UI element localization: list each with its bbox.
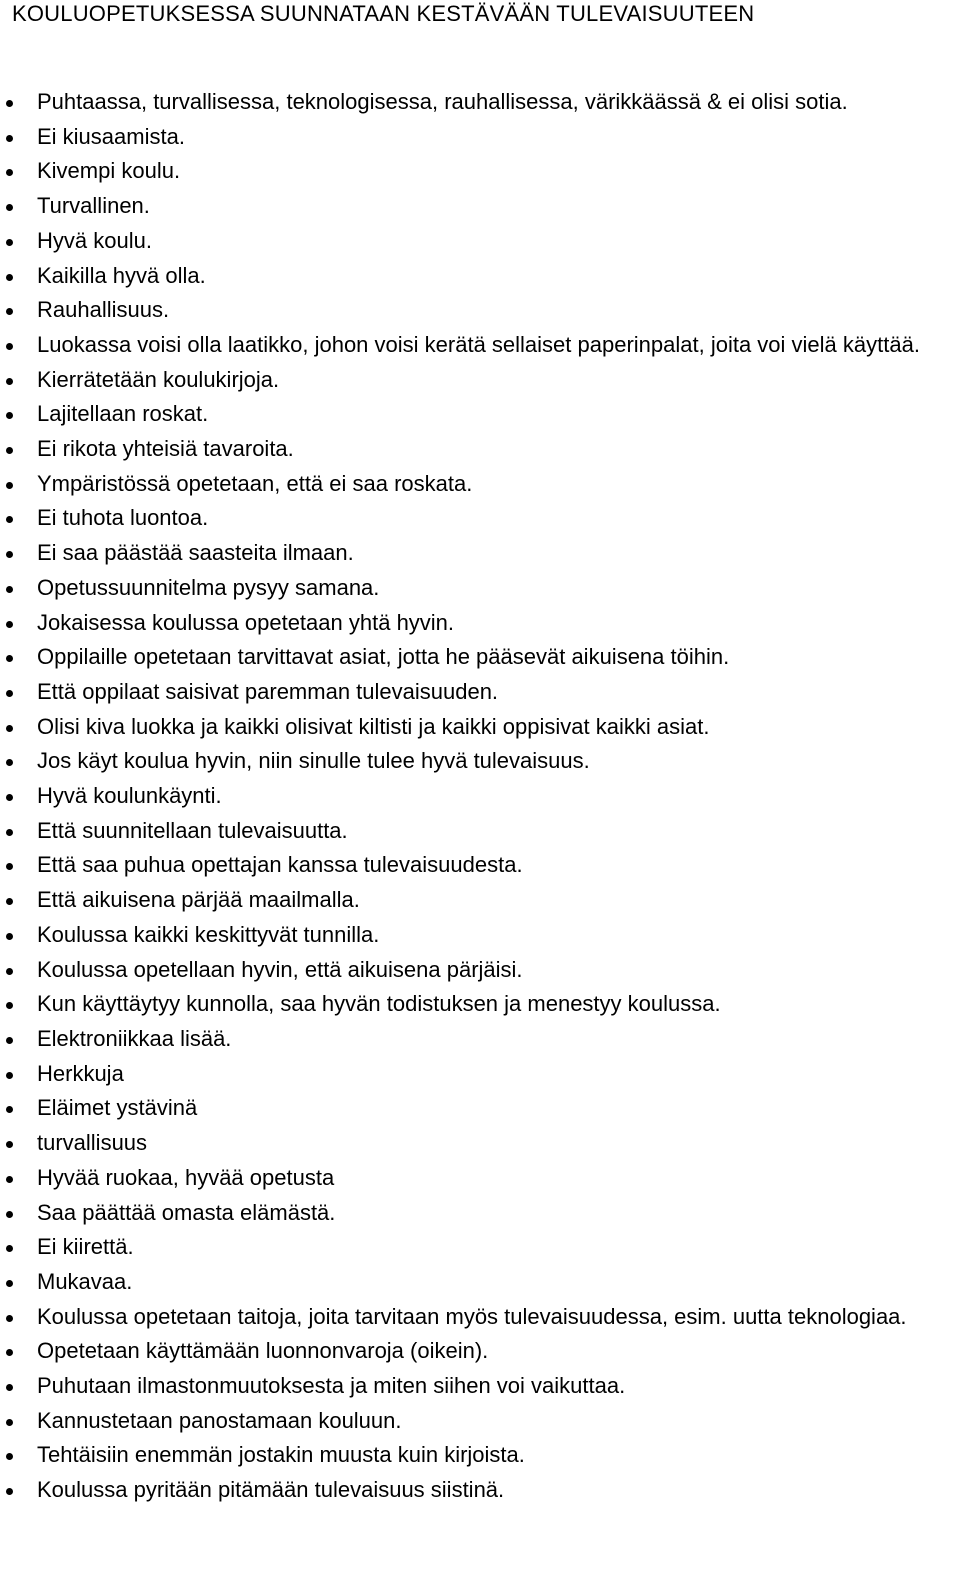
bullet-icon	[6, 725, 13, 732]
list-item	[0, 1091, 960, 1126]
list-item-text: Ei tuhota luontoa.	[37, 505, 209, 531]
list-item-text: Koulussa pyritään pitämään tulevaisuus siistinä.	[37, 1477, 505, 1503]
bullet-icon	[6, 343, 13, 350]
list-item-text: turvallisuus	[37, 1130, 148, 1156]
list-item-text: Kaikilla hyvä olla.	[37, 262, 206, 288]
list-item-text: Jokaisessa koulussa opetetaan yhtä hyvin.	[37, 609, 455, 635]
list-item	[0, 397, 960, 432]
bullet-icon	[6, 378, 13, 385]
list-item	[0, 1404, 960, 1439]
list-item-text: Saa päättää omasta elämästä.	[37, 1199, 336, 1225]
bullet-icon	[6, 412, 13, 419]
list-item-text: Rauhallisuus.	[37, 297, 170, 323]
list-item	[0, 848, 960, 883]
bullet-icon	[6, 898, 13, 905]
list-item	[0, 675, 960, 710]
list-item-text: Puhtaassa, turvallisessa, teknologisessa, rauhallisessa, värikkäässä & ei olisi sotia.	[37, 89, 848, 114]
bullet-icon	[6, 1106, 13, 1113]
bullet-icon	[6, 204, 13, 211]
list-item	[0, 1300, 960, 1335]
list-item-text: Ympäristössä opetetaan, että ei saa roskata.	[37, 470, 473, 496]
list-item	[0, 1161, 960, 1196]
list-item-text: Opetussuunnitelma pysyy samana.	[37, 574, 380, 600]
bullet-icon	[6, 239, 13, 246]
list-item	[0, 467, 960, 502]
list-item	[0, 189, 960, 224]
list-item-text: Ei saa päästää saasteita ilmaan.	[37, 540, 354, 566]
list-item	[0, 293, 960, 328]
bullet-icon	[6, 447, 13, 454]
list-item	[0, 710, 960, 745]
list-item	[0, 779, 960, 814]
bullet-icon	[6, 655, 13, 662]
bullet-icon	[6, 516, 13, 523]
list-item	[0, 1369, 960, 1404]
bullet-icon	[6, 1245, 13, 1252]
list-item	[0, 640, 960, 675]
list-item-text: Lajitellaan roskat.	[37, 401, 209, 427]
list-item-text: Elektroniikkaa lisää.	[37, 1025, 232, 1051]
list-item	[0, 1022, 960, 1057]
list-item-text: Koulussa kaikki keskittyvät tunnilla.	[37, 921, 380, 947]
bullet-icon	[6, 1037, 13, 1044]
list-item-text: Hyvä koulu.	[37, 227, 152, 253]
list-item-text: Eläimet ystävinä	[37, 1095, 198, 1121]
list-item-text: Ei kiusaamista.	[37, 123, 185, 149]
list-item-text: Että saa puhua opettajan kanssa tulevaisuudesta.	[37, 852, 523, 878]
list-item	[0, 1230, 960, 1265]
bullet-icon	[6, 1002, 13, 1009]
list-item	[0, 1438, 960, 1473]
list-item	[0, 154, 960, 189]
list-item-text: Koulussa opetetaan taitoja, joita tarvitaan myös tulevaisuudessa, esim. uutta teknologiaa.	[37, 1303, 907, 1329]
list-item-text: Kierrätetään koulukirjoja.	[37, 366, 280, 392]
page-title: KOULUOPETUKSESSA SUUNNATAAN KESTÄVÄÄN TULEVAISUUTEEN	[12, 1, 755, 26]
bullet-icon	[6, 794, 13, 801]
list-item	[0, 536, 960, 571]
bullet-icon	[6, 1453, 13, 1460]
list-item	[0, 1126, 960, 1161]
bullet-icon	[6, 1419, 13, 1426]
bullet-icon	[6, 863, 13, 870]
list-item	[0, 1057, 960, 1092]
list-item	[0, 501, 960, 536]
bullet-icon	[6, 1072, 13, 1079]
bullet-icon	[6, 1349, 13, 1356]
bullet-icon	[6, 482, 13, 489]
list-item-text: Herkkuja	[37, 1060, 124, 1086]
list-item	[0, 363, 960, 398]
list-item	[0, 953, 960, 988]
bullet-icon	[6, 759, 13, 766]
list-item-text: Koulussa opetellaan hyvin, että aikuisena pärjäisi.	[37, 956, 523, 982]
list-item	[0, 987, 960, 1022]
list-item	[0, 883, 960, 918]
list-item	[0, 606, 960, 641]
list-item-text: Tehtäisiin enemmän jostakin muusta kuin kirjoista.	[37, 1442, 525, 1468]
list-item-text: Turvallinen.	[37, 193, 150, 219]
bullet-icon	[6, 274, 13, 281]
list-item	[0, 918, 960, 953]
bullet-icon	[6, 829, 13, 836]
list-item-text: Ei kiirettä.	[37, 1234, 134, 1260]
list-item	[0, 1473, 960, 1508]
list-item-text: Hyvää ruokaa, hyvää opetusta	[37, 1164, 335, 1190]
bullet-list	[0, 85, 960, 1508]
list-item-text: Ei rikota yhteisiä tavaroita.	[37, 436, 294, 462]
list-item	[0, 432, 960, 467]
list-item-text: Opetetaan käyttämään luonnonvaroja (oikein).	[37, 1338, 489, 1364]
bullet-icon	[6, 1384, 13, 1391]
list-item-text: Että oppilaat saisivat paremman tulevaisuuden.	[37, 678, 499, 704]
list-item-text: Mukavaa.	[37, 1268, 133, 1294]
bullet-icon	[6, 1141, 13, 1148]
bullet-icon	[6, 690, 13, 697]
list-item-text: Jos käyt koulua hyvin, niin sinulle tulee hyvä tulevaisuus.	[37, 748, 590, 774]
list-item	[0, 120, 960, 155]
bullet-icon	[6, 1280, 13, 1287]
list-item-text: Luokassa voisi olla laatikko, johon voisi kerätä sellaiset paperinpalat, joita voi vielä käyttää.	[37, 331, 920, 357]
list-item-text: Hyvä koulunkäynti.	[37, 783, 222, 809]
bullet-icon	[6, 135, 13, 142]
list-item	[0, 744, 960, 779]
list-item	[0, 85, 960, 120]
bullet-icon	[6, 933, 13, 940]
bullet-icon	[6, 1176, 13, 1183]
list-item	[0, 1265, 960, 1300]
list-item	[0, 328, 960, 363]
list-item	[0, 224, 960, 259]
list-item-text: Puhutaan ilmastonmuutoksesta ja miten siihen voi vaikuttaa.	[37, 1373, 626, 1399]
list-item-text: Oppilaille opetetaan tarvittavat asiat, jotta he pääsevät aikuisena töihin.	[37, 644, 730, 670]
list-item	[0, 571, 960, 606]
bullet-icon	[6, 1315, 13, 1322]
list-item	[0, 1334, 960, 1369]
list-item-text: Kannustetaan panostamaan kouluun.	[37, 1407, 402, 1433]
list-item	[0, 1196, 960, 1231]
list-item-text: Että suunnitellaan tulevaisuutta.	[37, 817, 348, 843]
bullet-icon	[6, 169, 13, 176]
bullet-icon	[6, 586, 13, 593]
bullet-icon	[6, 308, 13, 315]
bullet-icon	[6, 968, 13, 975]
list-item-text: Kun käyttäytyy kunnolla, saa hyvän todistuksen ja menestyy koulussa.	[37, 991, 721, 1017]
list-item	[0, 814, 960, 849]
bullet-icon	[6, 100, 13, 107]
bullet-icon	[6, 551, 13, 558]
bullet-icon	[6, 1211, 13, 1218]
list-item-text: Olisi kiva luokka ja kaikki olisivat kiltisti ja kaikki oppisivat kaikki asiat.	[37, 713, 710, 739]
bullet-icon	[6, 1488, 13, 1495]
list-item	[0, 259, 960, 294]
list-item-text: Että aikuisena pärjää maailmalla.	[37, 887, 360, 913]
bullet-icon	[6, 621, 13, 628]
list-item-text: Kivempi koulu.	[37, 158, 181, 184]
